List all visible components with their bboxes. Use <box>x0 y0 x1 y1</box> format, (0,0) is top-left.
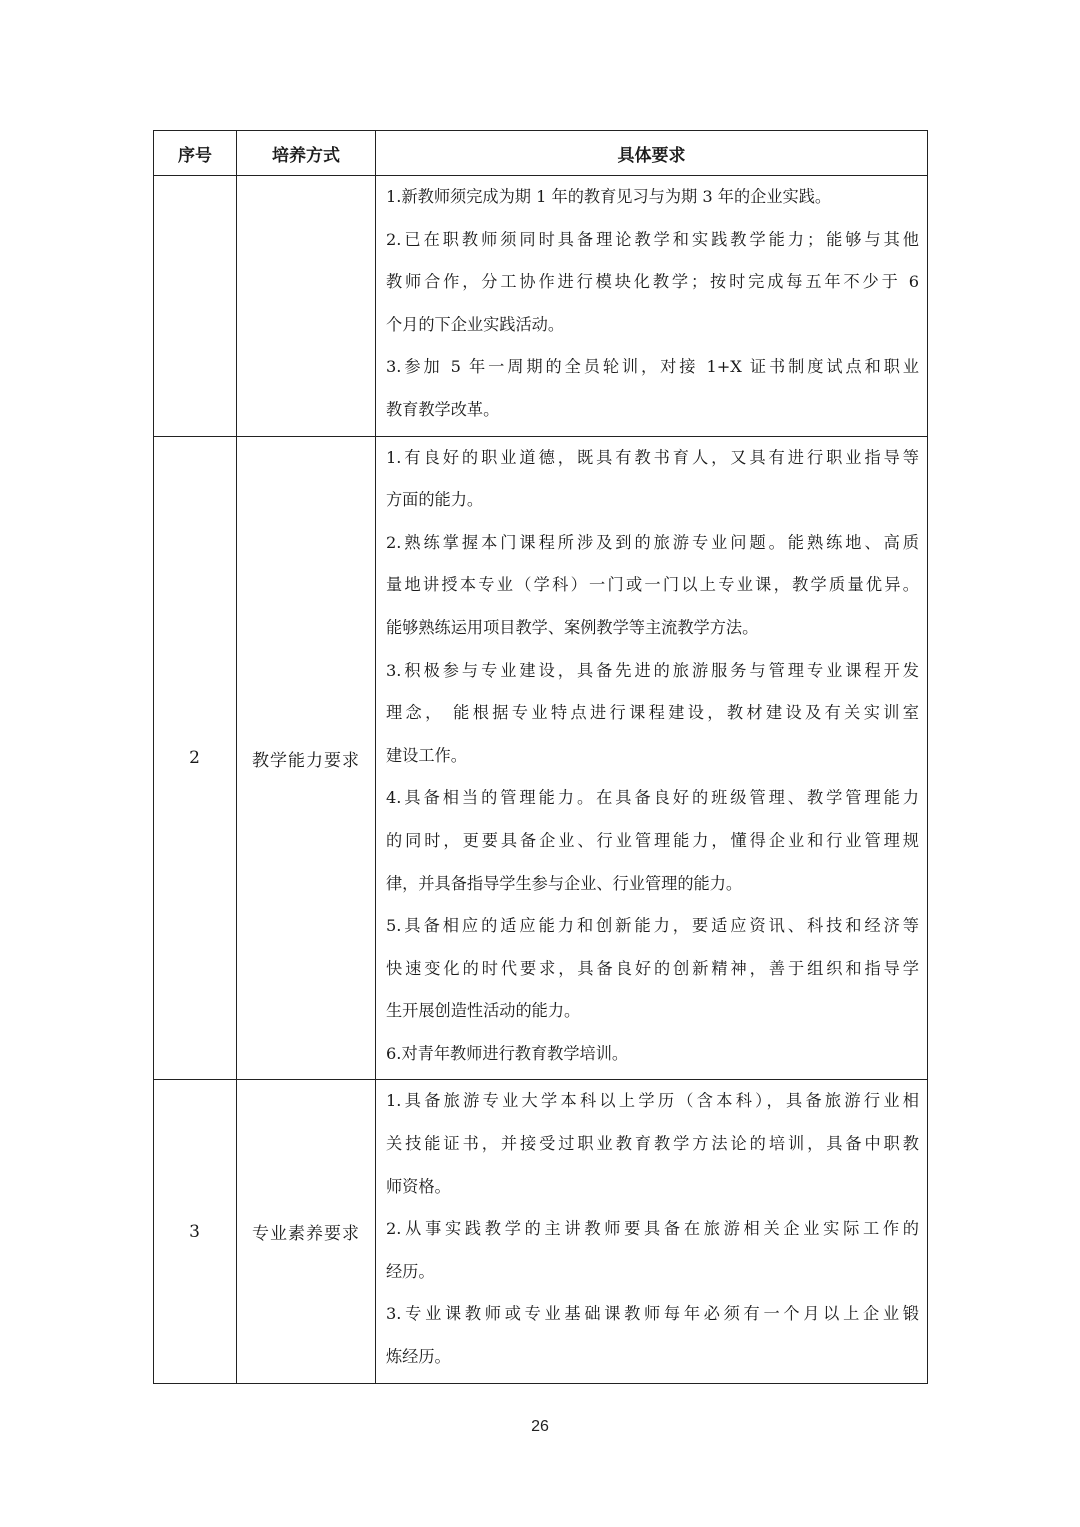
header-specific-requirements: 具体要求 <box>376 131 928 176</box>
row-serial-number: 2 <box>154 436 237 1080</box>
requirement-line: 1.新教师须完成为期 1 年的教育见习与为期 3 年的企业实践。 <box>386 187 832 206</box>
requirement-line: 2.已在职教师须同时具备理论教学和实践教学能力；能够与其他 <box>386 229 919 249</box>
page-number: 26 <box>531 1418 549 1435</box>
row-training-method: 教学能力要求 <box>237 436 376 1080</box>
header-serial-number: 序号 <box>154 131 237 176</box>
requirement-line: 教师合作，分工协作进行模块化教学；按时完成每五年不少于 6 <box>386 272 919 292</box>
requirement-line: 1.具备旅游专业大学本科以上学历（含本科），具备旅游行业相 <box>386 1091 919 1111</box>
row-requirements <box>376 436 928 1080</box>
table-header-row <box>154 131 928 176</box>
requirement-line: 教育教学改革。 <box>386 399 500 419</box>
requirement-line: 3.专业课教师或专业基础课教师每年必须有一个月以上企业锻 <box>386 1304 919 1324</box>
requirement-line: 量地讲授本专业（学科）一门或一门以上专业课，教学质量优异。 <box>386 575 919 595</box>
header-training-method: 培养方式 <box>237 131 376 176</box>
requirement-line: 律，并具备指导学生参与企业、行业管理的能力。 <box>386 873 743 893</box>
requirement-line: 的同时，更要具备企业、行业管理能力，懂得企业和行业管理规 <box>386 830 919 850</box>
requirement-line: 能够熟练运用项目教学、案例教学等主流教学方法。 <box>386 617 759 637</box>
table-row <box>154 436 928 1080</box>
requirement-line: 炼经历。 <box>386 1347 451 1367</box>
requirement-line: 3.参加 5 年一周期的全员轮训，对接 1+X 证书制度试点和职业 <box>386 357 919 377</box>
row-training-method <box>237 176 376 437</box>
requirement-line: 师资格。 <box>386 1176 451 1196</box>
requirement-line: 生开展创造性活动的能力。 <box>386 1001 581 1021</box>
requirement-line: 建设工作。 <box>386 745 467 765</box>
table-row <box>154 176 928 437</box>
row-serial-number <box>154 176 237 437</box>
requirements-table <box>153 130 928 1384</box>
requirement-line: 经历。 <box>386 1261 435 1281</box>
row-requirements <box>376 176 928 437</box>
requirement-line: 5.具备相应的适应能力和创新能力，要适应资讯、科技和经济等 <box>386 916 919 936</box>
requirement-line: 1.有良好的职业道德，既具有教书育人，又具有进行职业指导等 <box>386 447 919 467</box>
row-requirements <box>376 1080 928 1383</box>
table-row <box>154 1080 928 1383</box>
requirement-line: 3.积极参与专业建设，具备先进的旅游服务与管理专业课程开发 <box>386 660 919 680</box>
requirement-line: 方面的能力。 <box>386 490 484 510</box>
requirement-line: 理念， 能根据专业特点进行课程建设，教材建设及有关实训室 <box>386 703 919 723</box>
requirement-line: 2.从事实践教学的主讲教师要具备在旅游相关企业实际工作的 <box>386 1219 919 1239</box>
requirement-line: 6.对青年教师进行教育教学培训。 <box>386 1043 629 1063</box>
requirement-line: 关技能证书，并接受过职业教育教学方法论的培训，具备中职教 <box>386 1134 919 1154</box>
requirement-line: 4.具备相当的管理能力。在具备良好的班级管理、教学管理能力 <box>386 788 919 808</box>
row-serial-number: 3 <box>154 1080 237 1383</box>
requirement-line: 个月的下企业实践活动。 <box>386 314 565 334</box>
requirement-line: 快速变化的时代要求，具备良好的创新精神，善于组织和指导学 <box>386 958 919 978</box>
row-training-method: 专业素养要求 <box>237 1080 376 1383</box>
requirement-line: 2.熟练掌握本门课程所涉及到的旅游专业问题。能熟练地、高质 <box>386 532 919 552</box>
